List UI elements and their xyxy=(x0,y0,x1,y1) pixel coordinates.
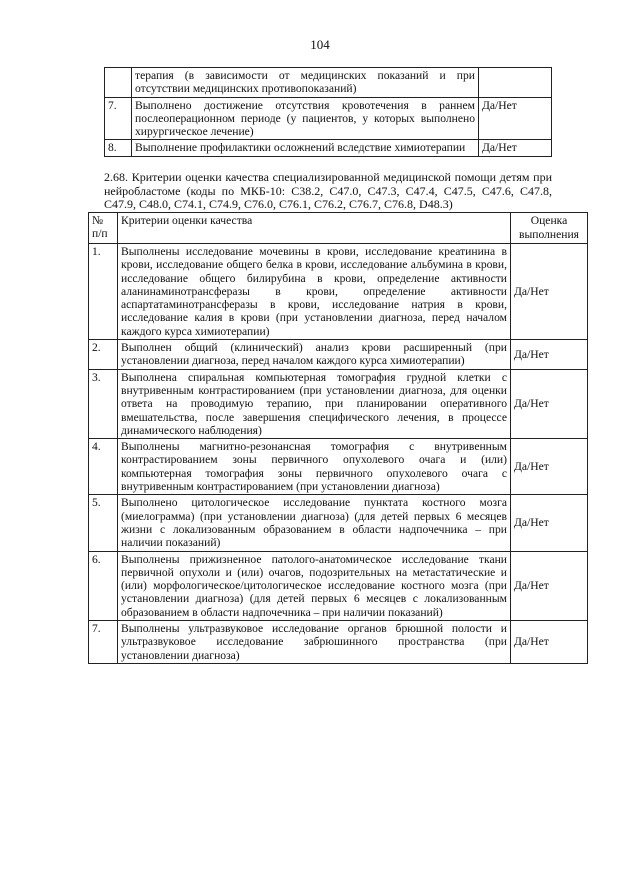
row-number: 3. xyxy=(89,369,118,438)
table-row xyxy=(105,97,552,140)
row-number: 5. xyxy=(89,495,118,551)
table-row xyxy=(89,495,588,551)
continued-criteria-table xyxy=(104,67,552,157)
header-number: № п/п xyxy=(89,213,118,244)
evaluation-cell: Да/Нет xyxy=(511,621,588,664)
criterion-text: Выполнены прижизненное патолого-анатомическое исследование ткани первичной опухоли и (или) очагов, подозрительных на метастатические и (или) морфологическое/цитологическое исследование костного мозга (при установлении диагноза) (для детей первых 6 месяцев с локализованным образованием в области надпочечника – при наличии показаний) xyxy=(118,551,511,620)
criterion-text: Выполнены магнитно-резонансная томография с внутривенным контрастированием зоны первичного опухолевого очага и (или) компьютерная томография зоны первичного опухолевого очага с внутривенным контрастированием (при установлении диагноза) xyxy=(118,439,511,495)
page-number: 104 xyxy=(310,37,330,52)
table-row xyxy=(105,68,552,98)
section-title: 2.68. Критерии оценки качества специализированной медицинской помощи детям при нейробластоме (коды по МКБ-10: C38.2, C47.0, C47.3, C47.4, C47.5, C47.6, C47.8, C47.9, C48.0, C74.1, C74.9, C76.0, C76.1, C76.2, C76.7, C76.8, D48.3) xyxy=(104,170,552,211)
evaluation-cell: Да/Нет xyxy=(511,495,588,551)
table-header-row xyxy=(89,213,588,244)
row-number: 4. xyxy=(89,439,118,495)
evaluation-cell: Да/Нет xyxy=(511,244,588,340)
evaluation-cell: Да/Нет xyxy=(511,439,588,495)
criterion-text: Выполнено цитологическое исследование пунктата костного мозга (миелограмма) (при установлении диагноза) (для детей первых 6 месяцев жизни с локализованным образованием в области надпочечника – при наличии показаний) xyxy=(118,495,511,551)
criterion-text: Выполнена спиральная компьютерная томография грудной клетки с внутривенным контрастированием (при установлении диагноза, для оценки ответа на проводимую терапию, при планировании оперативного вмешательства, после завершения специфического лечения, в процессе динамического наблюдения) xyxy=(118,369,511,438)
table-row xyxy=(89,551,588,620)
criterion-text: Выполнены ультразвуковое исследование органов брюшной полости и ультразвуковое исследование забрюшинного пространства (при установлении диагноза) xyxy=(118,621,511,664)
header-criteria: Критерии оценки качества xyxy=(118,213,511,244)
table-row xyxy=(89,244,588,340)
row-number: 7. xyxy=(89,621,118,664)
table-row xyxy=(89,369,588,438)
table-row xyxy=(89,621,588,664)
quality-criteria-table xyxy=(88,212,588,664)
row-number: 7. xyxy=(105,97,132,140)
criterion-text: Выполнен общий (клинический) анализ крови расширенный (при установлении диагноза, перед началом каждого курса химиотерапии) xyxy=(118,340,511,370)
row-number: 1. xyxy=(89,244,118,340)
evaluation-cell: Да/Нет xyxy=(511,369,588,438)
row-number: 2. xyxy=(89,340,118,370)
evaluation-cell: Да/Нет xyxy=(511,551,588,620)
row-number xyxy=(105,68,132,98)
criterion-text: Выполнены исследование мочевины в крови, исследование креатинина в крови, исследование общего белка в крови, исследование альбумина в крови, исследование общего билирубина в крови, определение активности аланинаминотрансферазы в крови, определение активности аспартатаминотрансферазы в крови, исследование натрия в крови, исследование калия в крови (при установлении диагноза, перед началом каждого курса химиотерапии) xyxy=(118,244,511,340)
table-row xyxy=(89,439,588,495)
criterion-text: Выполнено достижение отсутствия кровотечения в раннем послеоперационном периоде (у пациентов, у которых выполнено хирургическое лечение) xyxy=(132,97,479,140)
table-row xyxy=(105,140,552,156)
evaluation-cell: Да/Нет xyxy=(511,340,588,370)
criterion-text: терапия (в зависимости от медицинских показаний и при отсутствии медицинских противопоказаний) xyxy=(132,68,479,98)
evaluation-cell xyxy=(479,68,552,98)
table-row xyxy=(89,340,588,370)
evaluation-cell: Да/Нет xyxy=(479,140,552,156)
evaluation-cell: Да/Нет xyxy=(479,97,552,140)
row-number: 8. xyxy=(105,140,132,156)
criterion-text: Выполнение профилактики осложнений вследствие химиотерапии xyxy=(132,140,479,156)
header-evaluation: Оценка выполнения xyxy=(511,213,588,244)
row-number: 6. xyxy=(89,551,118,620)
